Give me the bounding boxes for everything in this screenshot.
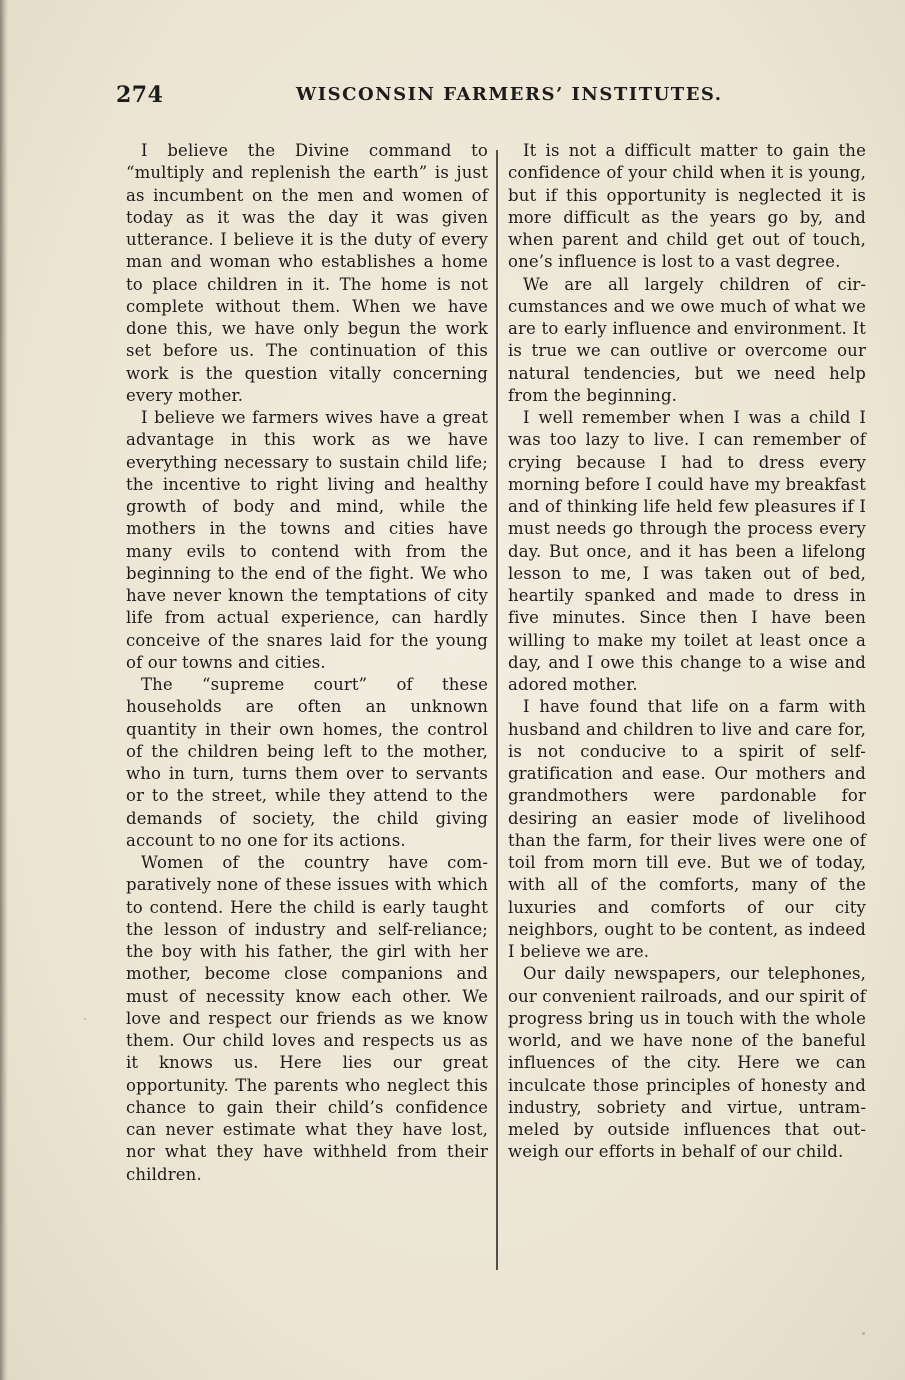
page-number: 274 (116, 82, 164, 108)
left-column (126, 140, 488, 1186)
running-title: WISCONSIN FARMERS’ INSTITUTES. (296, 84, 723, 105)
paragraph: Women of the country have comparatively none of these issues with which to contend. Here the child is early taught the lesson of industry and self-reliance; the boy with his father, the girl with her mother, become close companions and must of necessity know each other. We love and respect our friends as we know them. Our child loves and respects us as it knows us. Here lies our great opportunity. The parents who neglect this chance to gain their child’s confidence can never estimate what they have lost, nor what they have withheld from their children. (126, 853, 488, 1184)
binding-edge-shadow (0, 0, 8, 1380)
paper-speck (862, 1332, 865, 1335)
paragraph: It is not a difficult matter to gain the confidence of your child when it is young, but if this opportunity is neglected it is more difficult as the years go by, and when parent and child get out of touch, one’s influence is lost to a vast degree. (508, 141, 866, 272)
paragraph: Our daily newspapers, our telephones, our convenient railroads, and our spirit of progress bring us in touch with the whole world, and we have none of the baneful influences of the city. Here we can inculcate those principles of honesty and industry, sobriety and virtue, untrammeled by outside influences that outweigh our efforts in behalf of our child. (508, 964, 867, 1162)
paragraph: I well remember when I was a child I was too lazy to live. I can remember of crying because I had to dress every morning before I could have my breakfast and of thinking life held few pleasures if I must needs go through the process every day. But once, and it has been a lifelong lesson to me, I was taken out of bed, heartily spanked and made to dress in five minutes. Since then I have been willing to make my toilet at least once a day, and I owe this change to a wise and adored mother. (508, 408, 866, 694)
column-divider-rule (496, 150, 498, 1270)
paragraph: I have found that life on a farm with husband and children to live and care for, is not conducive to a spirit of self-gratification and ease. Our mothers and grandmothers were pardonable for desiring an easier mode of livelihood than the farm, for their lives were one of toil from morn till eve. But we of today, with all of the comforts, many of the luxuries and comforts of our city neighbors, ought to be content, as indeed I believe we are. (508, 697, 866, 961)
paragraph: The “supreme court” of these households are often an unknown quantity in their own homes, the control of the children being left to the mother, who in turn, turns them over to servants or to the street, while they attend to the demands of society, the child giving account to no one for its actions. (126, 675, 488, 850)
paragraph: We are all largely children of circumstances and we owe much of what we are to early influence and environment. It is true we can outlive or overcome our natural tendencies, but we need help from the beginning. (508, 274, 866, 405)
paper-speck (84, 1018, 86, 1020)
paragraph: I believe the Divine command to “multiply and replenish the earth” is just as incumbent on the men and women of today as it was the day it was given utterance. I believe it is the duty of every man and woman who establishes a home to place children in it. The home is not complete without them. When we have done this, we have only begun the work set before us. The continuation of this work is the question vitally concerning every mother. (126, 141, 488, 405)
page-header (116, 82, 864, 116)
paragraph: I believe we farmers wives have a great advantage in this work as we have everything necessary to sustain child life; the incentive to right living and healthy growth of body and mind, while the mothers in the towns and cities have many evils to contend with from the beginning to the end of the fight. We who have never known the temptations of city life from actual experience, can hardly conceive of the snares laid for the young of our towns and cities. (126, 408, 488, 672)
right-column (508, 140, 866, 1164)
